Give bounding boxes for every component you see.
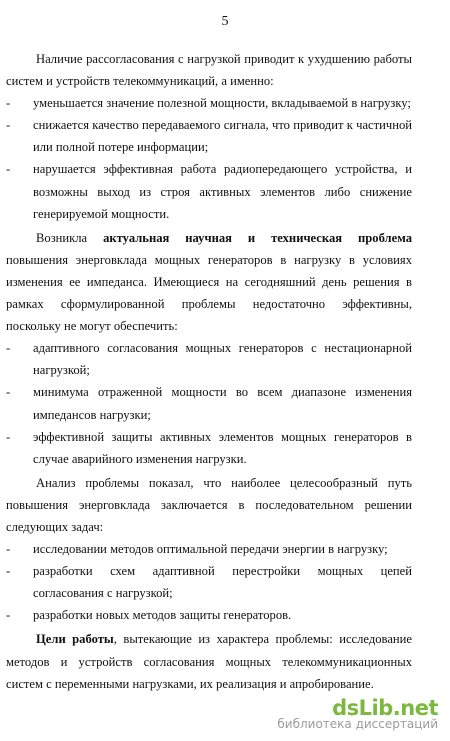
list-item: [6, 560, 412, 604]
paragraph-analysis: Анализ проблемы показал, что наиболее целесообразный путь повышения энерговклада заключается в последовательном решении следующих задач:: [6, 475, 412, 534]
watermark-subtitle: библиотека диссертаций: [277, 717, 438, 731]
list-item-text: эффективной защиты активных элементов мощных генераторов в случае аварийного изменения нагрузки.: [33, 429, 412, 466]
list-item-text: нарушается эффективная работа радиопередающего устройства, и возможны выход из строя активных элементов либо снижение генерируемой мощности.: [33, 162, 412, 221]
list-consequences: [6, 92, 412, 225]
list-item-text: исследовании методов оптимальной передачи энергии в нагрузку;: [33, 542, 388, 557]
problem-lead: Возникла: [36, 230, 104, 245]
goals-bold: Цели работы: [36, 632, 114, 647]
document-body: [6, 48, 412, 695]
list-item: [6, 426, 412, 470]
bullet-dash: -: [6, 162, 11, 177]
list-item: [6, 538, 412, 560]
list-item: [6, 158, 412, 224]
list-tasks: [6, 538, 412, 626]
bullet-dash: -: [6, 542, 11, 557]
list-item-text: минимума отраженной мощности во всем диапазоне изменения импедансов нагрузки;: [33, 385, 412, 422]
bullet-dash: -: [6, 564, 11, 579]
bullet-dash: -: [6, 96, 11, 111]
paragraph-problem: [6, 227, 412, 337]
goals-rest: , вытекающие из характера проблемы: исследование методов и устройств согласования мощных телекоммуникационных систем с переменными нагрузками, их реализация и апробирование.: [6, 632, 412, 691]
list-item-text: адаптивного согласования мощных генераторов с нестационарной нагрузкой;: [33, 341, 412, 378]
watermark-logo: dsLib.net: [332, 696, 438, 720]
list-shortcomings: [6, 337, 412, 470]
bullet-dash: -: [6, 429, 11, 444]
list-item-text: разработки схем адаптивной перестройки мощных цепей согласования с нагрузкой;: [33, 564, 412, 601]
list-item: [6, 381, 412, 425]
paragraph-intro: Наличие рассогласования с нагрузкой приводит к ухудшению работы систем и устройств телекоммуникаций, а именно:: [6, 52, 412, 89]
list-item-text: уменьшается значение полезной мощности, вкладываемой в нагрузку;: [33, 96, 411, 111]
bullet-dash: -: [6, 385, 11, 400]
paragraph-goals: [6, 628, 412, 694]
watermark: [277, 696, 438, 731]
list-item-text: разработки новых методов защиты генераторов.: [33, 608, 292, 623]
list-item-text: снижается качество передаваемого сигнала, что приводит к частичной или полной потере информации;: [33, 118, 412, 155]
bullet-dash: -: [6, 118, 11, 133]
bullet-dash: -: [6, 608, 11, 623]
problem-bold: актуальная научная и техническая проблема: [103, 230, 412, 245]
problem-rest: повышения энерговклада мощных генераторов в нагрузку в условиях изменения ее импеданса. Имеющиеся на сегодняшний день решения в рамках сформулированной проблемы недостаточно эффективны, поскольку не могут обеспечить:: [6, 252, 412, 334]
list-item: [6, 92, 412, 114]
bullet-dash: -: [6, 341, 11, 356]
list-item: [6, 337, 412, 381]
list-item: [6, 114, 412, 158]
list-item: [6, 604, 412, 626]
page-number: 5: [221, 14, 229, 29]
